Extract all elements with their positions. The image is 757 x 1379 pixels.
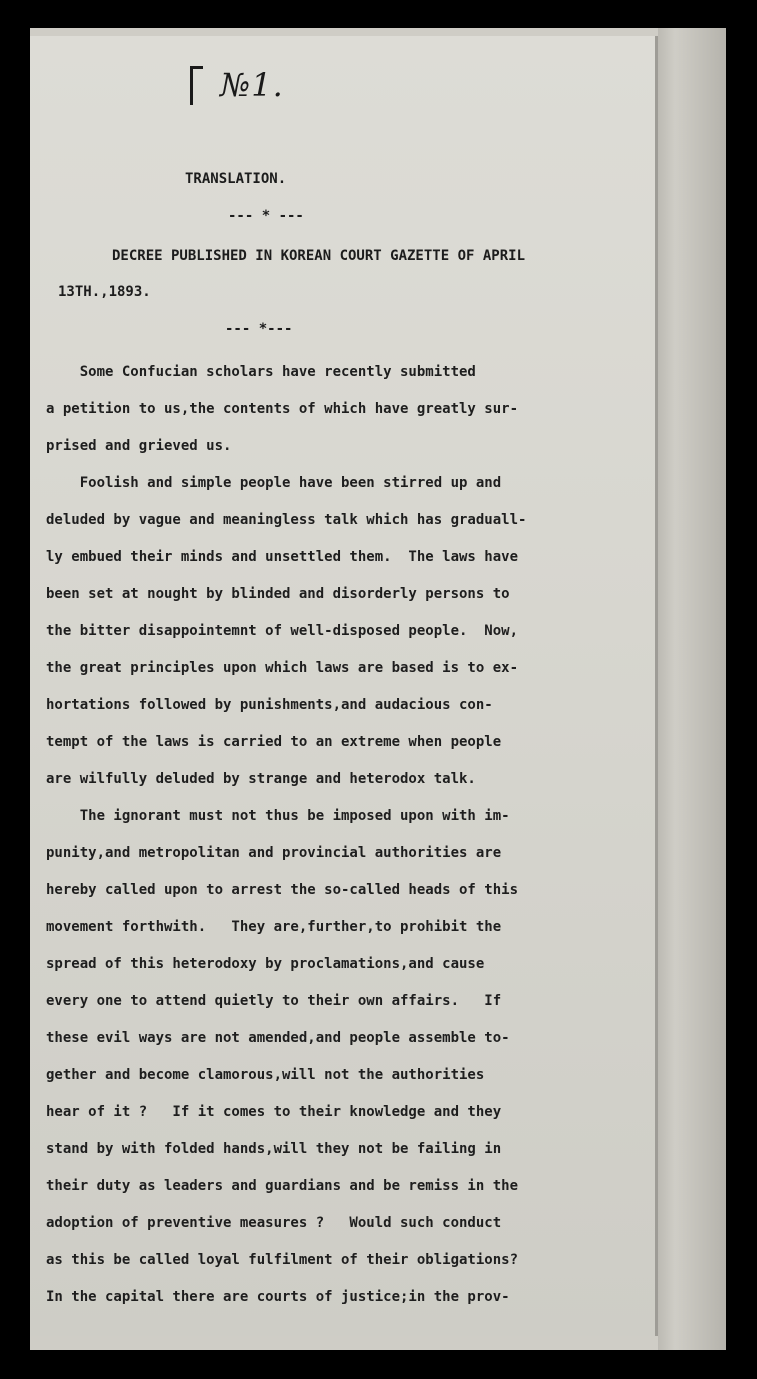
body-line: hear of it ? If it comes to their knowledge and they [46, 1104, 502, 1120]
bracket-mark [190, 66, 203, 105]
body-line: spread of this heterodoxy by proclamations,and cause [46, 956, 485, 972]
paper-sheet [30, 36, 658, 1336]
separator-bottom: --- *--- [225, 321, 293, 337]
body-line: Some Confucian scholars have recently submitted [46, 364, 476, 380]
body-line: the bitter disappointemnt of well-disposed people. Now, [46, 623, 519, 639]
document-heading: TRANSLATION. [185, 171, 287, 187]
body-line: as this be called loyal fulfilment of their obligations? [46, 1252, 519, 1268]
body-line: gether and become clamorous,will not the authorities [46, 1067, 485, 1083]
body-line: stand by with folded hands,will they not be failing in [46, 1141, 502, 1157]
body-line: hereby called upon to arrest the so-called heads of this [46, 882, 519, 898]
subtitle-line-1: DECREE PUBLISHED IN KOREAN COURT GAZETTE OF APRIL [112, 248, 526, 264]
body-line: movement forthwith. They are,further,to prohibit the [46, 919, 502, 935]
body-line: ly embued their minds and unsettled them. The laws have [46, 549, 519, 565]
body-line: been set at nought by blinded and disorderly persons to [46, 586, 510, 602]
body-line: the great principles upon which laws are based is to ex- [46, 660, 519, 676]
scanned-page [30, 28, 726, 1350]
body-line: hortations followed by punishments,and audacious con- [46, 697, 493, 713]
body-line: adoption of preventive measures ? Would such conduct [46, 1215, 502, 1231]
body-line: their duty as leaders and guardians and be remiss in the [46, 1178, 519, 1194]
body-line: deluded by vague and meaningless talk which has graduall- [46, 512, 527, 528]
body-text [46, 354, 646, 1316]
body-line: tempt of the laws is carried to an extreme when people [46, 734, 502, 750]
body-line: are wilfully deluded by strange and heterodox talk. [46, 771, 476, 787]
body-line: punity,and metropolitan and provincial authorities are [46, 845, 502, 861]
body-line: In the capital there are courts of justice;in the prov- [46, 1289, 510, 1305]
body-line: The ignorant must not thus be imposed upon with im- [46, 808, 510, 824]
body-line: every one to attend quietly to their own affairs. If [46, 993, 502, 1009]
body-line: a petition to us,the contents of which have greatly sur- [46, 401, 519, 417]
page-number: №1. [220, 66, 284, 104]
separator-top: --- * --- [228, 208, 304, 224]
subtitle-line-2: 13TH.,1893. [58, 284, 151, 300]
body-line: Foolish and simple people have been stirred up and [46, 475, 502, 491]
body-line: these evil ways are not amended,and people assemble to- [46, 1030, 510, 1046]
page-edge [658, 28, 726, 1350]
body-line: prised and grieved us. [46, 438, 232, 454]
